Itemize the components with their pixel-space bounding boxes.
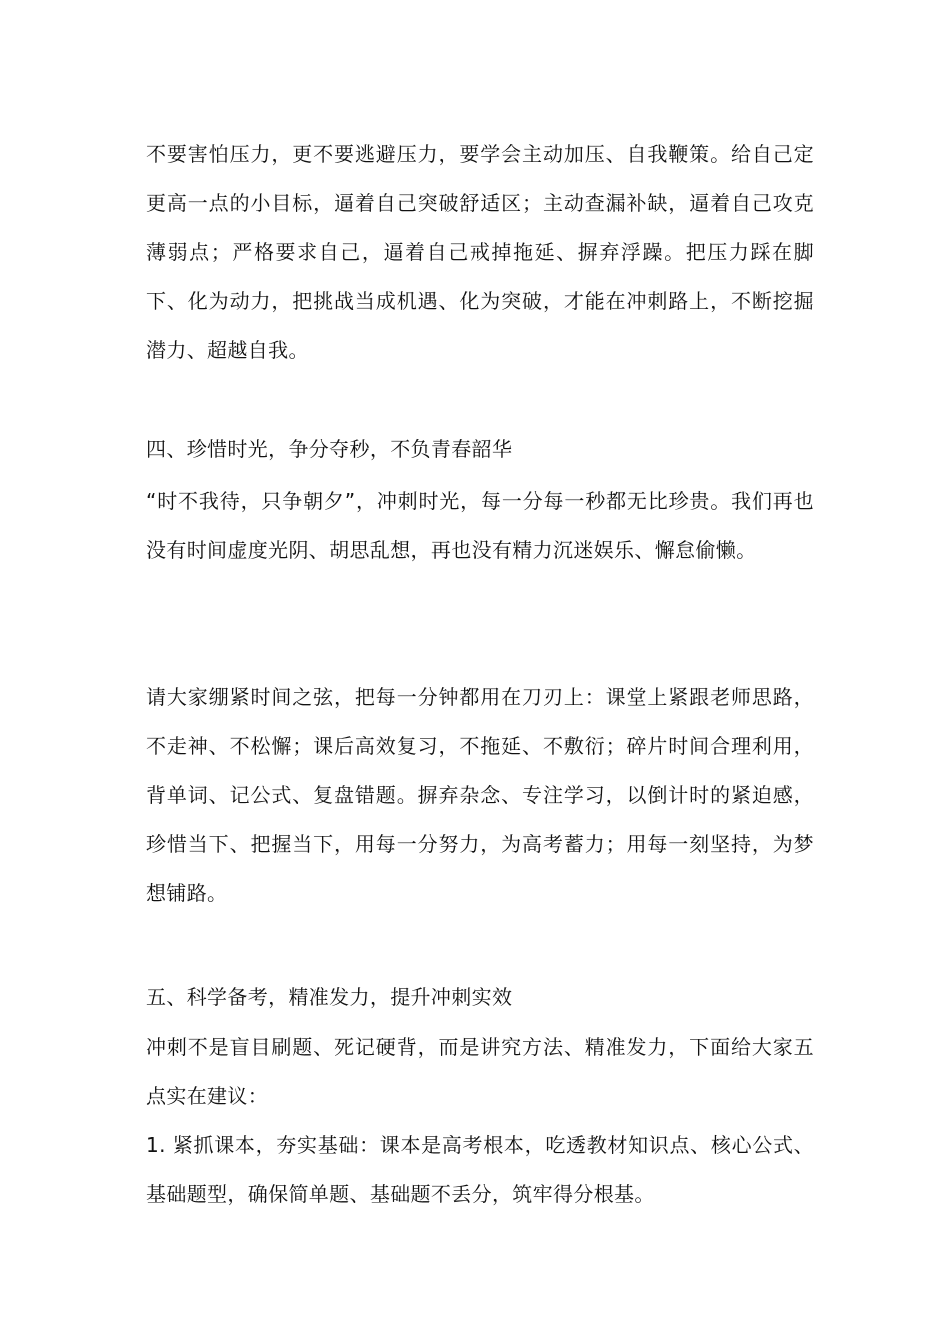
paragraph-pressure: 不要害怕压力，更不要逃避压力，要学会主动加压、自我鞭策。给自己定更高一点的小目标，逼着自己突破舒适区；主动查漏补缺，逼着自己攻克薄弱点；严格要求自己，逼着自己戒掉拖延、摒弃浮躁。把压力踩在脚下、化为动力，把挑战当成机遇、化为突破，才能在冲刺路上，不断挖掘潜力、超越自我。 xyxy=(146,142,814,362)
section-heading-4: 四、珍惜时光，争分夺秒，不负青春韶华 xyxy=(146,437,513,461)
paragraph-study-method: 冲刺不是盲目刷题、死记硬背，而是讲究方法、精准发力，下面给大家五点实在建议： xyxy=(146,1035,814,1108)
section-heading-5: 五、科学备考，精准发力，提升冲刺实效 xyxy=(146,985,513,1009)
paragraph-time-precious: “时不我待，只争朝夕”，冲刺时光，每一分每一秒都无比珍贵。我们再也没有时间虚度光阴、胡思乱想，再也没有精力沉迷娱乐、懈怠偷懒。 xyxy=(146,489,814,562)
paragraph-time-management: 请大家绷紧时间之弦，把每一分钟都用在刀刃上：课堂上紧跟老师思路，不走神、不松懈；课后高效复习，不拖延、不敷衍；碎片时间合理利用，背单词、记公式、复盘错题。摒弃杂念、专注学习，以倒计时的紧迫感，珍惜当下、把握当下，用每一分努力，为高考蓄力；用每一刻坚持，为梦想铺路。 xyxy=(146,685,814,905)
list-item-1: 1. 紧抓课本，夯实基础：课本是高考根本，吃透教材知识点、核心公式、基础题型，确保简单题、基础题不丢分，筑牢得分根基。 xyxy=(146,1133,814,1206)
